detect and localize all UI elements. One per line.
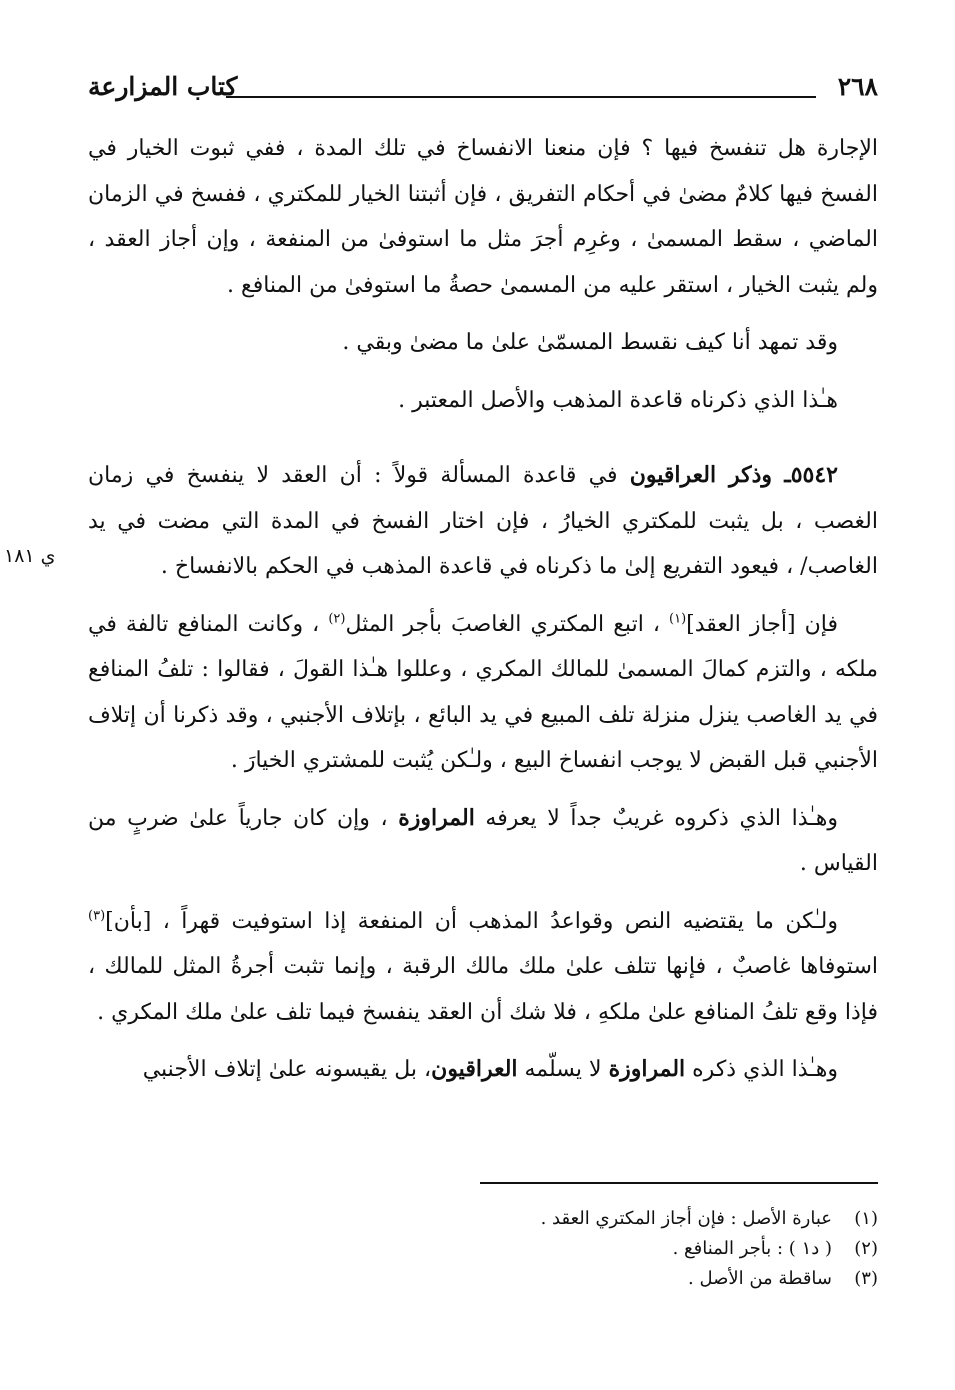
footnote-ref-2[interactable]: (٢) bbox=[328, 611, 346, 627]
paragraph-6-part-b: ، وإن كان جارياً علىٰ ضربٍ من القياس . bbox=[88, 805, 878, 876]
paragraph-6 bbox=[88, 796, 878, 887]
paragraph-7 bbox=[88, 899, 878, 1036]
iraqiyyun-term: وذكر العراقيون bbox=[629, 462, 773, 488]
paragraph-5-part-b: ، اتبع المكتري الغاصبَ بأجر المثل bbox=[345, 611, 670, 637]
paragraph-5-part-a: فإن [أجاز العقد] bbox=[686, 611, 838, 637]
marawiza-term: المراوزة bbox=[398, 804, 475, 831]
footnote-ref-1[interactable]: (١) bbox=[669, 611, 687, 627]
page-header bbox=[88, 70, 878, 110]
paragraph-3: هـٰذا الذي ذكرناه قاعدة المذهب والأصل المعتبر . bbox=[398, 387, 838, 413]
footnote-1 bbox=[200, 1204, 878, 1234]
paragraph-2: وقد تمهد أنا كيف نقسط المسمّىٰ علىٰ ما مضىٰ وبقي . bbox=[342, 330, 838, 355]
footnote-number: (٢) bbox=[854, 1238, 878, 1259]
margin-reference: ي ١٨١ bbox=[4, 545, 56, 567]
issue-dash: ـ bbox=[784, 462, 791, 488]
footnotes bbox=[200, 1204, 878, 1294]
footnote-2 bbox=[200, 1234, 878, 1264]
main-text bbox=[88, 126, 878, 1105]
iraqiyyun-term-2: العراقيون bbox=[431, 1056, 518, 1082]
footnote-text: عبارة الأصل : فإن أجاز المكتري العقد . bbox=[540, 1208, 832, 1229]
footnote-text: ( د١ ) : بأجر المنافع . bbox=[672, 1238, 832, 1259]
footnote-separator bbox=[480, 1182, 878, 1184]
paragraph-8 bbox=[88, 1047, 878, 1093]
paragraph-1: الإجارة هل تنفسخ فيها ؟ فإن منعنا الانفساخ في تلك المدة ، ففي ثبوت الخيار في الفسخ فيها كلامٌ مضىٰ في أحكام التفريق ، فإن أثبتنا الخيار للمكتري ، ففسخ في الزمان الماضي ، سقط المسمىٰ ، وغرِم أجرَ مثل ما استوفىٰ من المنفعة ، وإن أجاز العقد ، ولم يثبت الخيار ، استقر عليه من المسمىٰ حصةُ ما استوفىٰ من المنافع . bbox=[88, 136, 878, 298]
paragraph-5 bbox=[88, 602, 878, 784]
marawiza-term-2: المراوزة bbox=[608, 1056, 686, 1082]
page-number: ٢٦٨ bbox=[837, 72, 878, 101]
paragraph-6-part-a: وهـٰذا الذي ذكروه غريبٌ جداً لا يعرفه bbox=[474, 805, 838, 831]
footnote-text: ساقطة من الأصل . bbox=[688, 1268, 832, 1289]
running-title: كتاب المزارعة bbox=[88, 72, 238, 101]
footnote-number: (١) bbox=[854, 1208, 878, 1229]
paragraph-5-part-c: ، وكانت المنافع تالفة في ملكه ، والتزم كمالَ المسمىٰ للمالك المكري ، وعللوا هـٰذا القولَ ، فقالوا : تلفُ المنافع في يد الغاصب ينزل منزلة تلف المبيع في يد البائع ، بإتلاف الأجنبي ، وقد ذكرنا أن إتلاف الأجنبي قبل القبض لا يوجب انفساخ البيع ، ولـٰكن يُثبت للمشتري الخيارَ . bbox=[88, 611, 878, 773]
paragraph-8-part-a: وهـٰذا الذي ذكره bbox=[685, 1057, 838, 1082]
issue-number: ٥٥٤٢ bbox=[790, 462, 838, 488]
paragraph-7-part-a: ولـٰكن ما يقتضيه النص وقواعدُ المذهب أن المنفعة إذا استوفيت قهراً ، [بأن] bbox=[105, 908, 838, 934]
footnote-number: (٣) bbox=[854, 1268, 878, 1289]
paragraph-8-part-c: ، بل يقيسونه علىٰ إتلاف الأجنبي bbox=[142, 1057, 432, 1082]
paragraph-8-part-b: لا يسلّمه bbox=[517, 1057, 609, 1082]
footnote-ref-3[interactable]: (٣) bbox=[88, 908, 106, 924]
paragraph-4-text: في قاعدة المسألة قولاً : أن العقد لا ينفسخ في زمان الغصب ، بل يثبت للمكتري الخيارُ ، فإن اختار الفسخ في المدة التي مضت في يد الغاصب/ ، فيعود التفريع إلىٰ ما ذكرناه في قاعدة المذهب في الحكم بالانفساخ . bbox=[88, 463, 878, 579]
header-rule bbox=[226, 96, 816, 98]
paragraph-7-part-b: استوفاها غاصبٌ ، فإنها تتلف علىٰ ملك مالك الرقبة ، وإنما تثبت أجرةُ المثل للمالك ، فإذا وقع تلفُ المنافع علىٰ ملكهِ ، فلا شك أن العقد ينفسخ فيما تلف علىٰ ملك المكري . bbox=[88, 954, 878, 1025]
paragraph-4 bbox=[88, 453, 878, 590]
footnote-3 bbox=[200, 1264, 878, 1294]
